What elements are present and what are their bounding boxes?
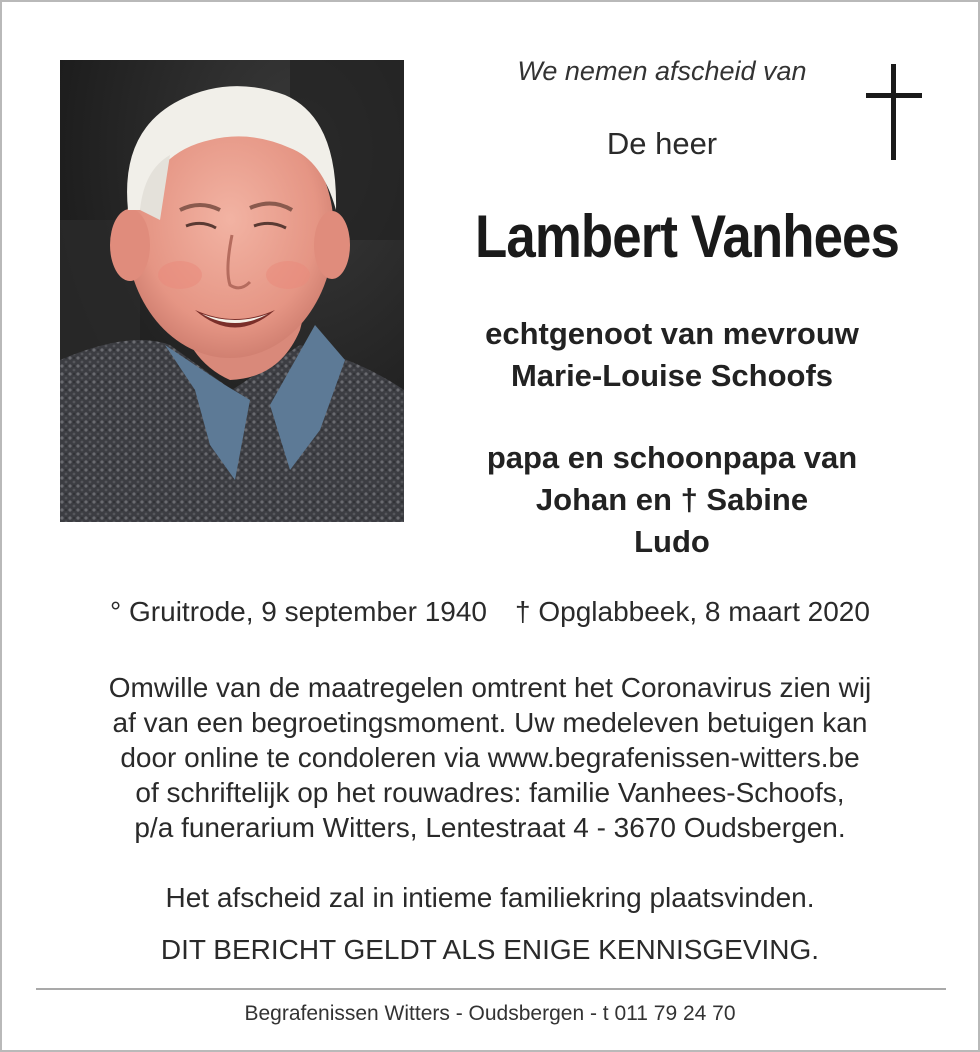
spouse-relation xyxy=(422,313,922,397)
children-names: Johan en † Sabine xyxy=(535,482,809,517)
children-relation xyxy=(422,437,922,563)
deceased-name: Lambert Vanhees xyxy=(474,203,900,270)
closing-text: Het afscheid zal in intieme familiekring plaatsvinden. xyxy=(165,882,815,913)
spouse-line: echtgenoot van mevrouw xyxy=(485,316,859,351)
message-line: of schriftelijk op het rouwadres: familie Vanhees-Schoofs, xyxy=(135,777,845,808)
message-paragraph xyxy=(32,670,948,845)
message-line: p/a funerarium Witters, Lentestraat 4 - 3670 Oudsbergen. xyxy=(134,812,846,843)
spouse-name: Marie-Louise Schoofs xyxy=(510,358,834,393)
message-line: af van een begroetingsmoment. Uw medeleven betuigen kan xyxy=(112,707,868,738)
message-line: Omwille van de maatregelen omtrent het Coronavirus zien wij xyxy=(108,672,872,703)
birth-date: ° Gruitrode, 9 september 1940 xyxy=(110,596,488,627)
life-dates xyxy=(2,596,978,628)
message-line: door online te condoleren via www.begrafenissen-witters.be xyxy=(120,742,860,773)
children-names-2: Ludo xyxy=(634,524,710,559)
divider xyxy=(36,988,946,990)
children-line: papa en schoonpapa van xyxy=(486,440,858,475)
funeral-home-footer: Begrafenissen Witters - Oudsbergen - t 011 79 24 70 xyxy=(244,1002,736,1025)
salutation: De heer xyxy=(606,126,718,161)
notice-text: DIT BERICHT GELDT ALS ENIGE KENNISGEVING. xyxy=(160,934,820,965)
portrait-photo xyxy=(60,60,404,522)
intro-text: We nemen afscheid van xyxy=(517,56,807,86)
death-date: † Opglabbeek, 8 maart 2020 xyxy=(515,596,870,627)
